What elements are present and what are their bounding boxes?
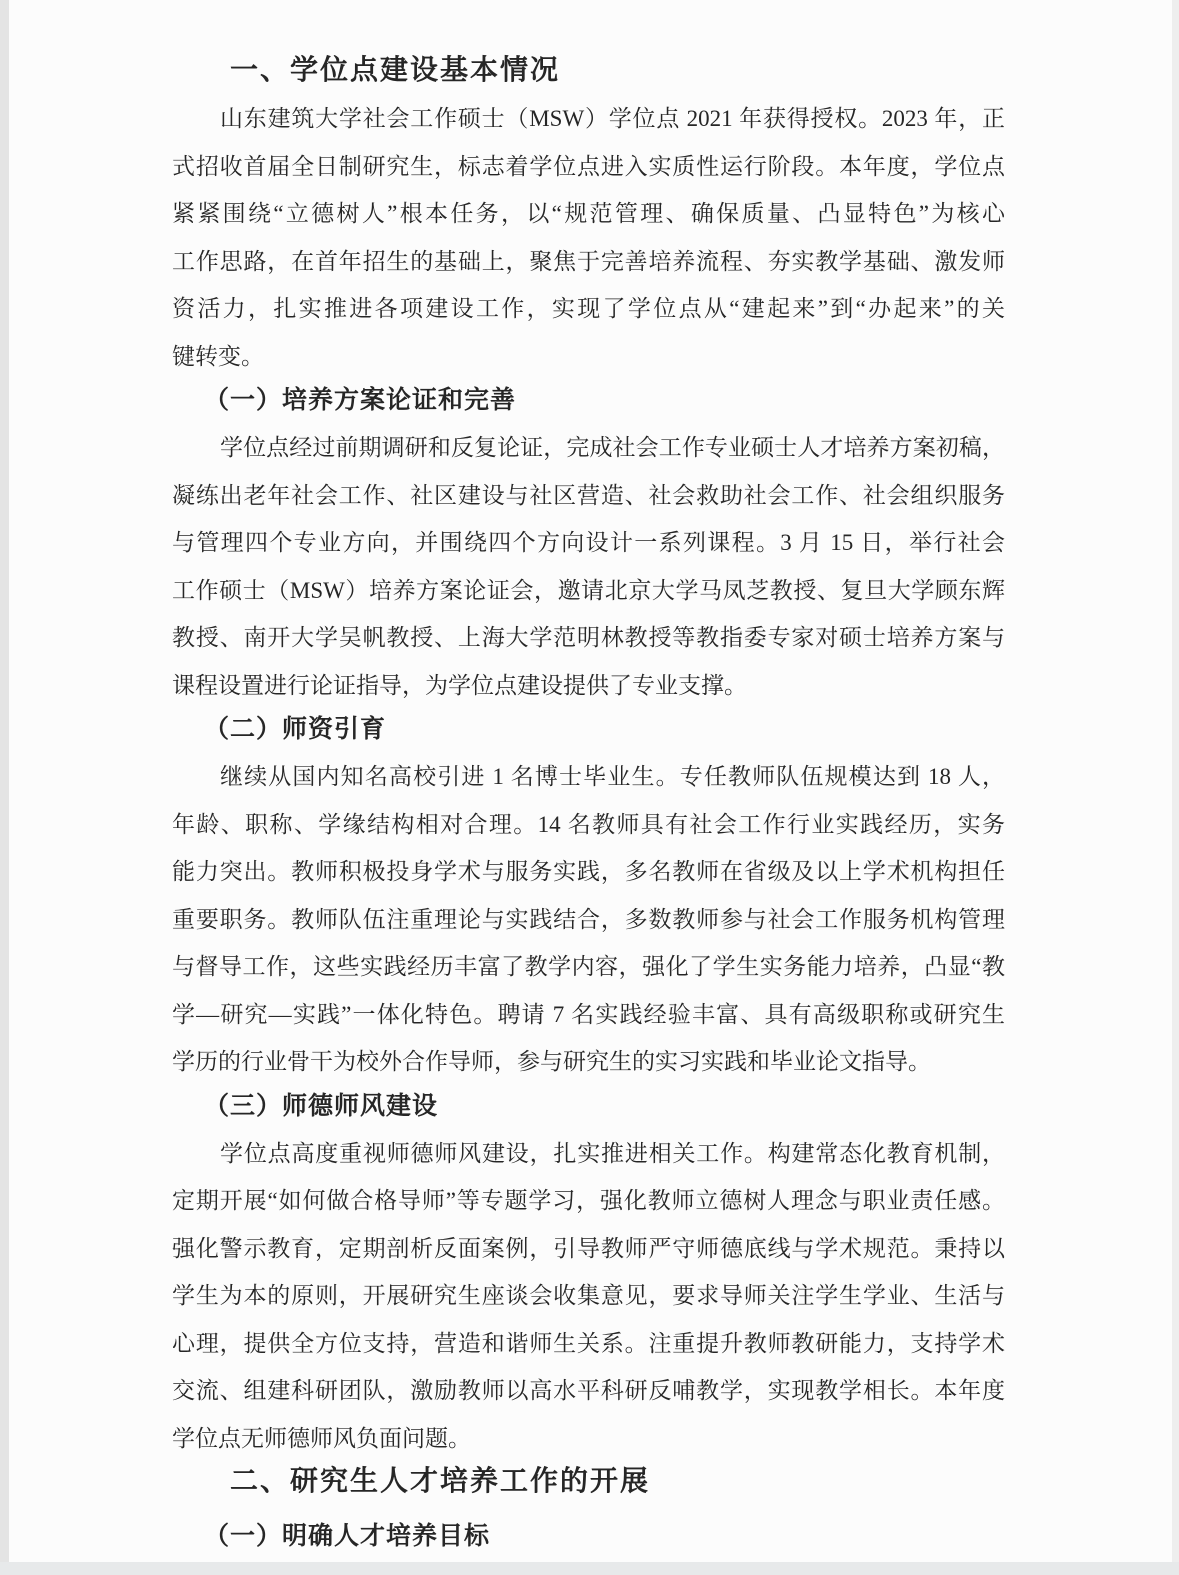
body-line: 学位点无师德师风负面问题。 <box>172 1425 471 1451</box>
body-line: 学生为本的原则，开展研究生座谈会收集意见，要求导师关注学生学业、生活与 <box>172 1283 1005 1308</box>
section-heading: 一、学位点建设基本情况 <box>230 54 561 85</box>
section-heading: 二、研究生人才培养工作的开展 <box>230 1465 651 1496</box>
body-line: 式招收首届全日制研究生，标志着学位点进入实质性运行阶段。本年度，学位点 <box>172 153 1005 179</box>
body-line: 与督导工作，这些实践经历丰富了教学内容，强化了学生实务能力培养，凸显“教 <box>172 954 1005 979</box>
document-content <box>172 0 1005 1556</box>
subsection-heading: （一）培养方案论证和完善 <box>204 386 517 414</box>
body-line: 能力突出。教师积极投身学术与服务实践，多名教师在省级及以上学术机构担任 <box>172 859 1005 884</box>
paragraph <box>172 95 1005 380</box>
body-line: 山东建筑大学社会工作硕士（MSW）学位点 2021 年获得授权。2023 年，正 <box>220 106 1005 131</box>
paragraph <box>172 753 1005 1086</box>
body-line: 课程设置进行论证指导，为学位点建设提供了专业支撑。 <box>172 672 747 698</box>
body-line: 凝练出老年社会工作、社区建设与社区营造、社会救助社会工作、社会组织服务 <box>172 482 1005 508</box>
body-line: 交流、组建科研团队，激励教师以高水平科研反哺教学，实现教学相长。本年度 <box>172 1378 1005 1403</box>
body-line: 年龄、职称、学缘结构相对合理。14 名教师具有社会工作行业实践经历，实务 <box>172 811 1005 837</box>
body-line: 学—研究—实践”一体化特色。聘请 7 名实践经验丰富、具有高级职称或研究生 <box>172 1001 1005 1027</box>
body-line: 与管理四个专业方向，并围绕四个方向设计一系列课程。3 月 15 日，举行社会 <box>172 530 1005 555</box>
page-bottom-band <box>0 1562 1179 1575</box>
body-line: 学历的行业骨干为校外合作导师，参与研究生的实习实践和毕业论文指导。 <box>172 1049 931 1074</box>
page-right-edge <box>1172 0 1179 1575</box>
subsection-heading: （三）师德师风建设 <box>204 1091 439 1120</box>
paragraph <box>172 1130 1005 1463</box>
body-line: 重要职务。教师队伍注重理论与实践结合，多数教师参与社会工作服务机构管理 <box>172 906 1005 932</box>
body-line: 教授、南开大学吴帆教授、上海大学范明林教授等教指委专家对硕士培养方案与 <box>172 625 1005 650</box>
body-line: 定期开展“如何做合格导师”等专题学习，强化教师立德树人理念与职业责任感。 <box>172 1188 1005 1213</box>
body-line: 键转变。 <box>172 343 264 369</box>
body-line: 紧紧围绕“立德树人”根本任务，以“规范管理、确保质量、凸显特色”为核心 <box>172 201 1005 226</box>
subsection-heading: （一）明确人才培养目标 <box>204 1522 491 1550</box>
body-line: 工作硕士（MSW）培养方案论证会，邀请北京大学马凤芝教授、复旦大学顾东辉 <box>172 577 1005 603</box>
body-line: 学位点经过前期调研和反复论证，完成社会工作专业硕士人才培养方案初稿， <box>220 435 1005 460</box>
body-line: 资活力，扎实推进各项建设工作，实现了学位点从“建起来”到“办起来”的关 <box>172 296 1005 321</box>
body-line: 继续从国内知名高校引进 1 名博士毕业生。专任教师队伍规模达到 18 人， <box>220 764 1005 789</box>
body-line: 强化警示教育，定期剖析反面案例，引导教师严守师德底线与学术规范。秉持以 <box>172 1235 1005 1261</box>
page-left-edge <box>0 0 9 1575</box>
body-line: 心理，提供全方位支持，营造和谐师生关系。注重提升教师教研能力，支持学术 <box>172 1330 1005 1356</box>
body-line: 学位点高度重视师德师风建设，扎实推进相关工作。构建常态化教育机制， <box>220 1140 1005 1166</box>
body-line: 工作思路，在首年招生的基础上，聚焦于完善培养流程、夯实教学基础、激发师 <box>172 248 1005 274</box>
paragraph <box>172 424 1005 709</box>
subsection-heading: （二）师资引育 <box>204 715 387 743</box>
